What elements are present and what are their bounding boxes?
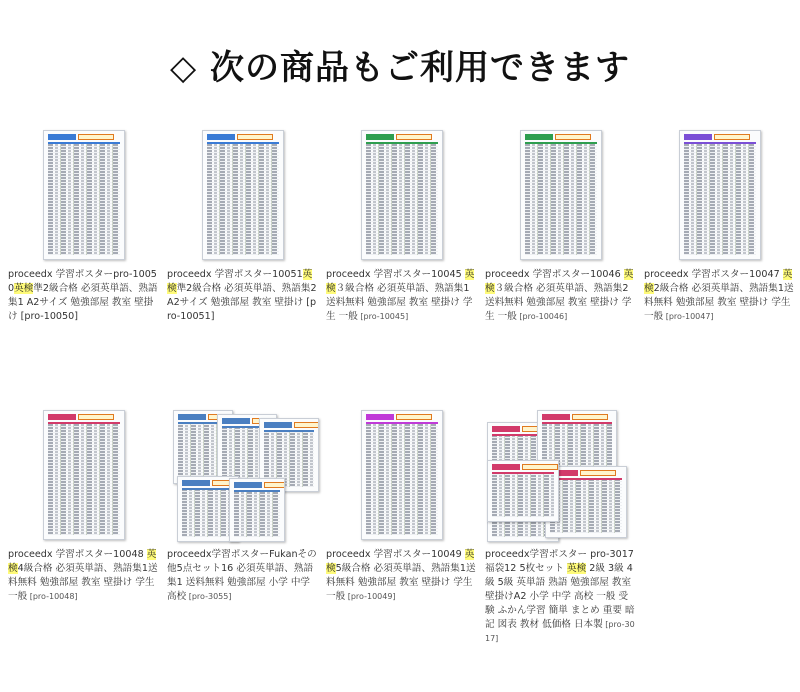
product-thumbnail[interactable] (485, 410, 635, 540)
product-description (8, 548, 158, 604)
product-code: [pro-10046] (516, 312, 568, 321)
poster-image (202, 130, 284, 260)
poster-image (43, 410, 125, 540)
keyword-highlight: 英検 (326, 269, 475, 294)
product-title-link[interactable]: proceedx 学習ポスター10048 英検4級合格 必須英単語、熟語集1送料無料 勉強部屋 教室 壁掛け 学生 一般 (8, 549, 158, 602)
product-code: [pro-3055] (186, 592, 232, 601)
product-thumbnail[interactable] (326, 130, 476, 260)
keyword-highlight: 英検 (485, 269, 634, 294)
product-thumbnail[interactable] (326, 410, 476, 540)
keyword-highlight: 英検 (566, 563, 587, 574)
product-description (167, 268, 317, 324)
product-title-link[interactable]: proceedx 学習ポスター10051英検準2級合格 必須英単語、熟語集2 A2サイズ 勉強部屋 教室 壁掛け [pro-10051] (167, 269, 317, 322)
poster-image (487, 460, 559, 522)
product-description (485, 548, 635, 646)
product-thumbnail[interactable] (167, 130, 317, 260)
product-title-link[interactable]: proceedx 学習ポスター10049 英検5級合格 必須英単語、熟語集1送料無料 勉強部屋 教室 壁掛け 学生 一般 (326, 549, 476, 602)
product-title-link[interactable]: proceedx 学習ポスター10047 英検2級合格 必須英単語、熟語集1送料無料 勉強部屋 教室 壁掛け 学生 一般 (644, 269, 794, 322)
product-description (485, 268, 635, 324)
keyword-highlight: 英検 (644, 269, 793, 294)
product-thumbnail[interactable] (8, 130, 158, 260)
product-thumbnail[interactable] (644, 130, 794, 260)
product-code: [pro-3017] (485, 620, 635, 643)
product-code: [pro-10048] (27, 592, 78, 601)
product-title-link[interactable]: proceedx学習ポスター pro-3017 福袋12 5枚セット 英検 2級 3級 4級 5級 英単語 熟語 勉強部屋 教室 壁掛けA2 小学 中学 高校 一般 受験 ふかん学習 簡単 まとめ 重要 暗記 図表 教材 低価格 日本製 (485, 549, 635, 630)
poster-image (361, 130, 443, 260)
product-title-link[interactable]: proceedx 学習ポスターpro-10050英検準2級合格 必須英単語、熟語集1 A2サイズ 勉強部屋 教室 壁掛け [pro-10050] (8, 269, 158, 322)
keyword-highlight: 英検 (167, 269, 313, 294)
product-thumbnail[interactable] (167, 410, 317, 540)
poster-image (43, 130, 125, 260)
keyword-highlight: 英検 (326, 549, 475, 574)
keyword-highlight: 英検 (14, 283, 34, 294)
product-description (8, 268, 158, 324)
poster-image (520, 130, 602, 260)
keyword-highlight: 英検 (8, 549, 157, 574)
product-description (326, 268, 476, 324)
product-title-link[interactable]: proceedx学習ポスターFukanその他5点セット16 必須英単語、熟語集1 送料無料 勉強部屋 小学 中学 高校 (167, 549, 317, 602)
poster-image (679, 130, 761, 260)
product-description (167, 548, 317, 604)
product-description (326, 548, 476, 604)
product-thumbnail[interactable] (8, 410, 158, 540)
poster-image (361, 410, 443, 540)
product-title-link[interactable]: proceedx 学習ポスター10046 英検３級合格 必須英単語、熟語集2送料無料 勉強部屋 教室 壁掛け 学生 一般 (485, 269, 634, 322)
product-code: [pro-10049] (345, 592, 396, 601)
product-description (644, 268, 794, 324)
product-code: [pro-10045] (357, 312, 409, 321)
product-title-link[interactable]: proceedx 学習ポスター10045 英検３級合格 必須英単語、熟語集1送料無料 勉強部屋 教室 壁掛け 学生 一般 (326, 269, 475, 322)
product-code: [pro-10047] (663, 312, 714, 321)
poster-image (229, 478, 285, 542)
section-heading: ◇ 次の商品もご利用できます (170, 48, 630, 88)
product-thumbnail[interactable] (485, 130, 635, 260)
